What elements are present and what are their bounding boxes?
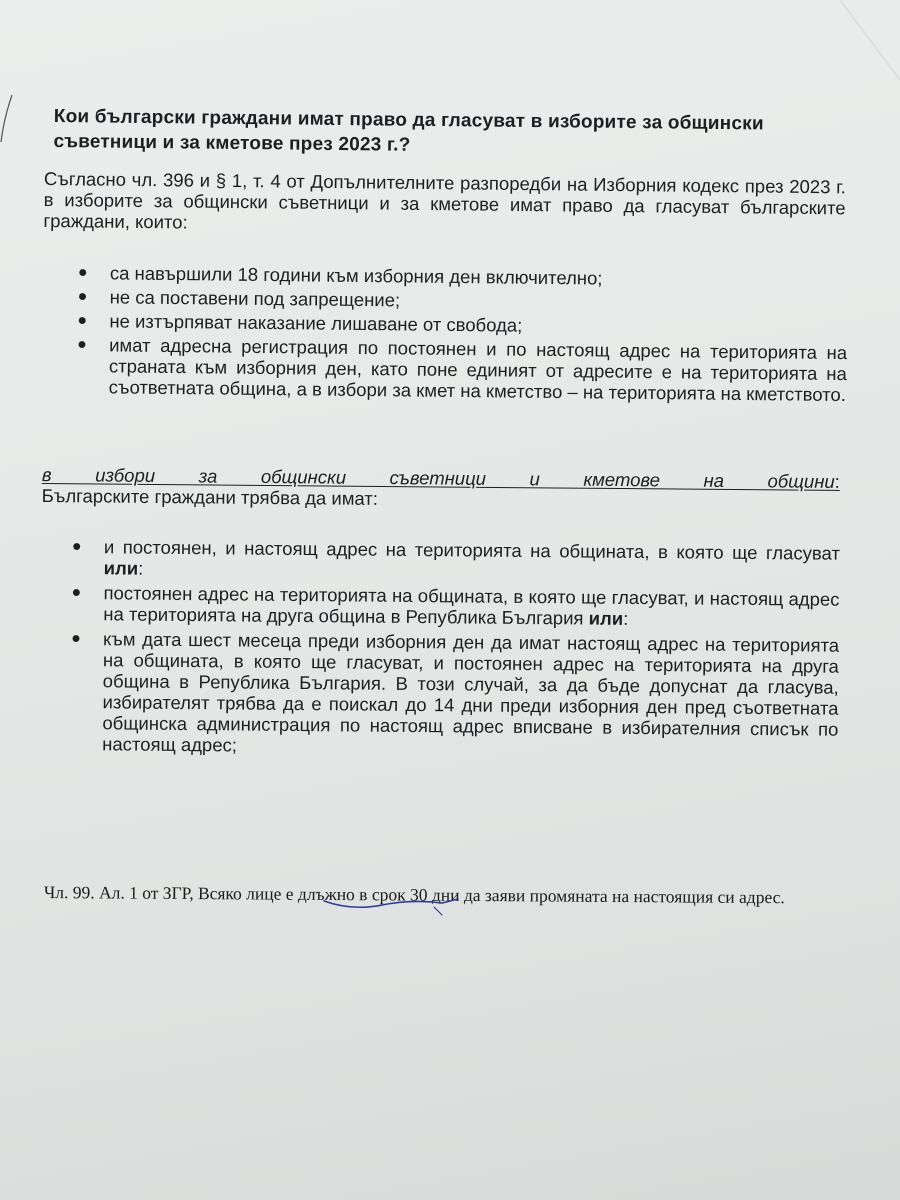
list-item-text: не изтърпяват наказание лишаване от свобода; [109,310,523,336]
bullet-dot-icon: ● [77,264,88,282]
list-item [70,536,840,585]
intro-paragraph: Съгласно чл. 396 и § 1, т. 4 от Допълнителните разпоредби на Изборния кодекс през 2023 г. в изборите за общински съветници и за кметове имат право да гласуват българските граждани, които: [43,168,846,233]
bullet-dot-icon: ● [77,288,88,306]
document-title: Кои български граждани имат право да гласуват в изборите за общински съветници и за кметове през 2023 г.? [53,105,764,156]
section-intro: Българските граждани трябва да имат: [41,484,379,509]
bullet-dot-icon: ● [71,584,82,602]
bullet-dot-icon: ● [77,312,88,330]
section-heading-block [42,464,844,513]
list-item [69,582,839,631]
list-item-text: са навършили 18 години към изборния ден включително; [109,262,603,289]
list-item-emphasis: или [103,557,139,579]
list-item-text: постоянен адрес на територията на общината, в която ще гласуват, и настоящ адрес на територията на друга община в Република България [103,582,840,629]
bullet-dot-icon: ● [71,538,82,556]
eligibility-conditions-list [75,262,848,408]
bullet-dot-icon: ● [71,630,81,648]
list-item-text: не са поставени под запрещение; [109,286,401,311]
section-heading-suffix: : [834,470,840,492]
list-item-tail: : [138,557,144,579]
list-item [68,628,839,761]
pen-underline-mark [322,893,462,917]
section-heading-text: в избори за общински съветници и кметове на общини [41,464,835,492]
list-item [75,334,848,405]
list-item-emphasis: или [588,607,624,629]
list-item-text: имат адресна регистрация по постоянен и по настоящ адрес на територията на страната към изборния ден, като поне единият от адресите е на територията на съответната община, а в избори за кмет на кметство – на територията на кметството. [108,334,848,406]
list-item-tail: : [623,607,629,629]
list-item-text: към дата шест месеца преди изборния ден да имат настоящ адрес на територията на общината, в която ще гласуват, и постоянен адрес на територията на друга община в Република България. В този случай, за да бъде допуснат да гласува, избирателят трябва да е поискал до 14 дни преди изборния ден пред съответната общинска администрация по настоящ адрес вписване в избирателния списък по настоящ адрес; [102,628,840,756]
address-options-list [68,536,840,765]
footer-legal-note: Чл. 99. Ал. 1 от ЗГР, Всяко лице е длъжно в срок 30 дни да заяви промяната на настоящия си адрес. [43,881,785,908]
list-item-text: и постоянен, и настоящ адрес на територията на общината, в която ще гласуват [103,536,840,564]
bullet-dot-icon: ● [77,336,87,354]
